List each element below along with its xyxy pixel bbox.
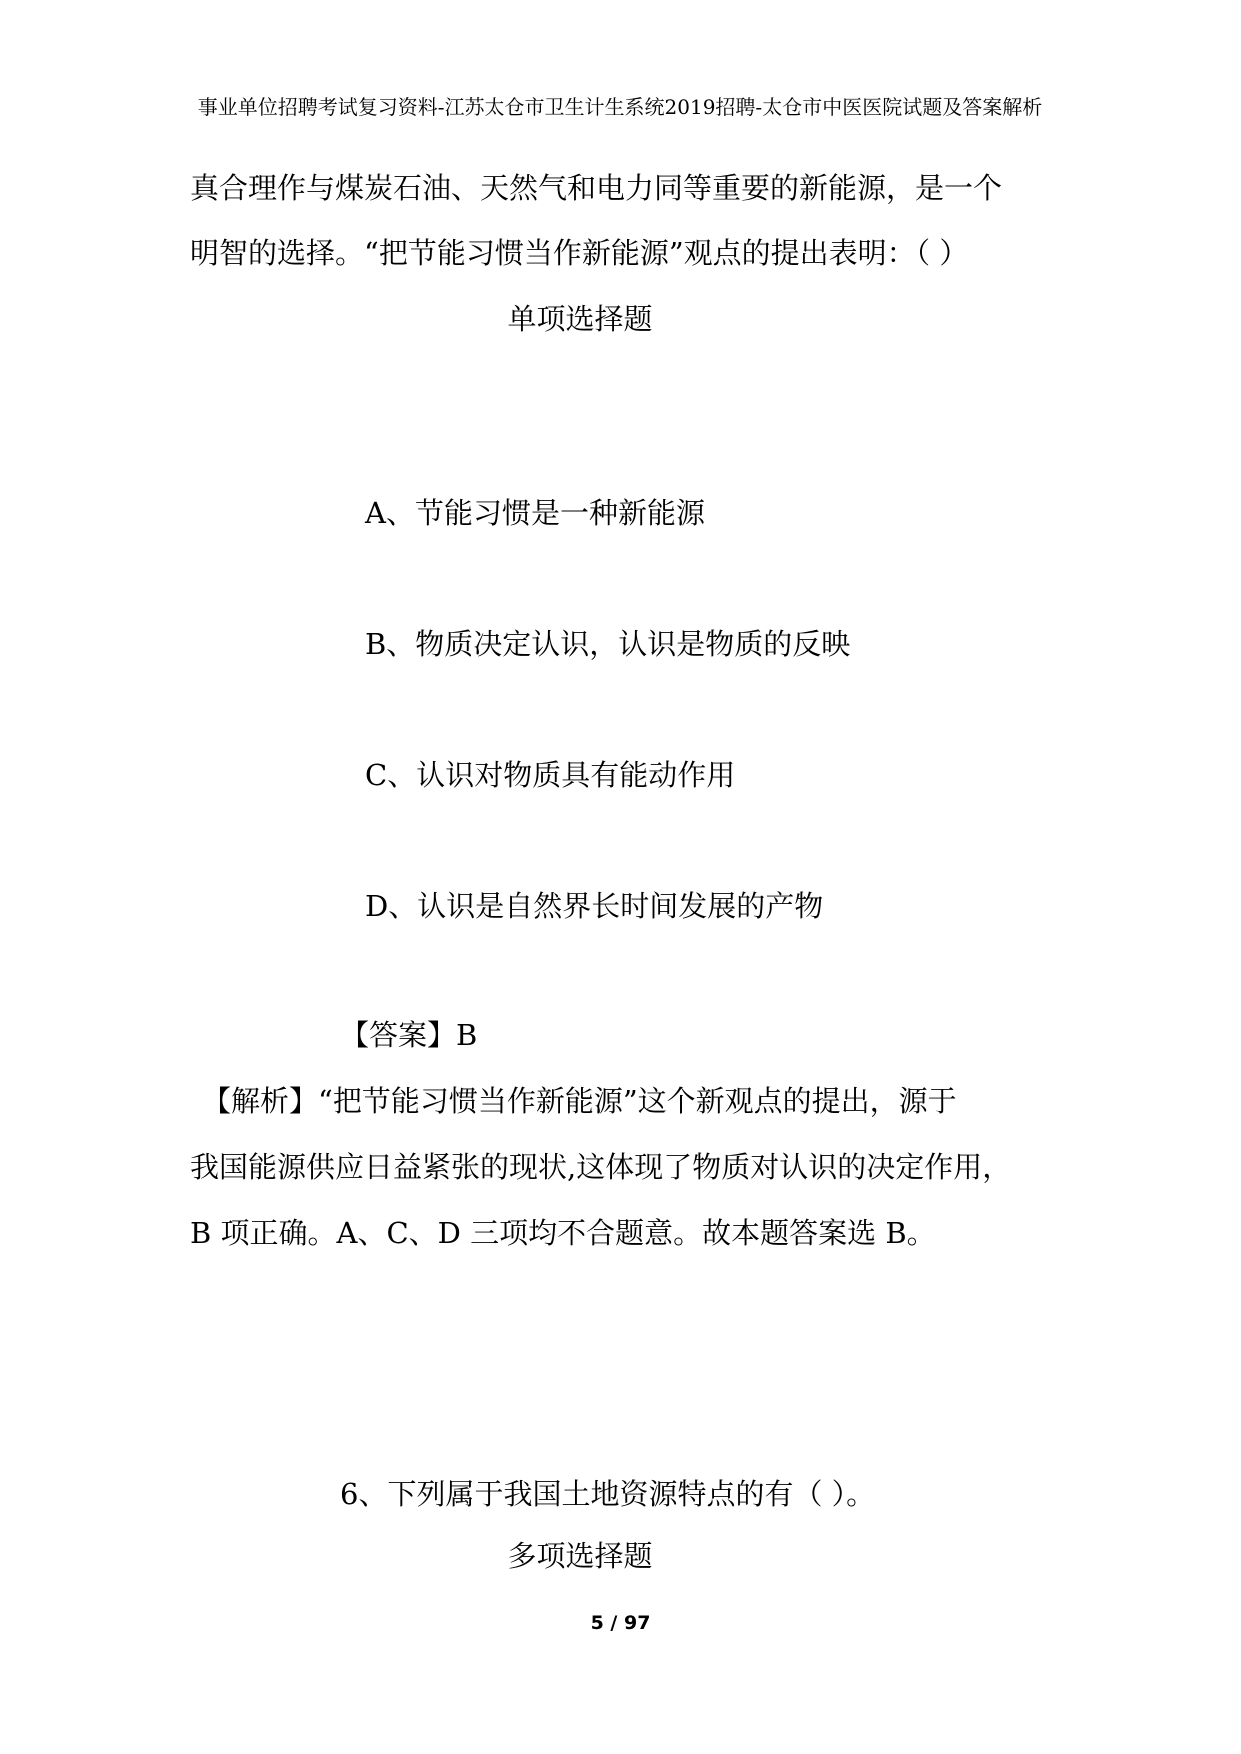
question-text-line-1: 真合理作与煤炭石油、天然气和电力同等重要的新能源，是一个: [190, 171, 1003, 205]
document-header: 事业单位招聘考试复习资料-江苏太仓市卫生计生系统2019招聘-太仓市中医医院试题及答案解析: [197, 95, 1043, 119]
question-text-line-2: 明智的选择。“把节能习惯当作新能源”观点的提出表明：（ ）: [190, 236, 969, 270]
question-6-stem: 6、下列属于我国土地资源特点的有（ ）。: [340, 1477, 876, 1511]
answer-line: 【答案】B: [340, 1018, 478, 1052]
analysis-line-3: B 项正确。A、C、D 三项均不合题意。故本题答案选 B。: [190, 1216, 936, 1250]
option-b: B、物质决定认识，认识是物质的反映: [365, 627, 851, 661]
analysis-line-2: 我国能源供应日益紧张的现状,这体现了物质对认识的决定作用，: [190, 1150, 1012, 1184]
question-6-type-label: 多项选择题: [507, 1539, 653, 1573]
option-a: A、节能习惯是一种新能源: [365, 496, 705, 530]
page-number: 5 / 97: [590, 1612, 651, 1634]
analysis-line-1: 【解析】“把节能习惯当作新能源”这个新观点的提出，源于: [202, 1084, 957, 1118]
question-type-label: 单项选择题: [507, 302, 653, 336]
option-c: C、认识对物质具有能动作用: [365, 758, 736, 792]
option-d: D、认识是自然界长时间发展的产物: [365, 889, 824, 923]
